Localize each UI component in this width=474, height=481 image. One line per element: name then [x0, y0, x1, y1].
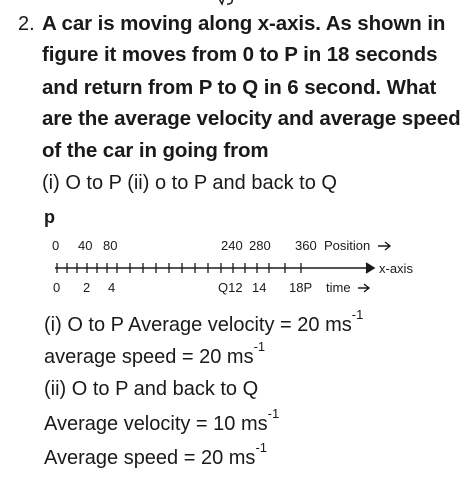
question-line-4: are the average velocity and average speed [42, 107, 461, 130]
answer-line-4: Average velocity = 10 $ms^{-1}$ [44, 406, 280, 435]
time-label: 4 [108, 280, 116, 295]
question-parts: (i) O to P (ii) o to P and back to Q [42, 172, 337, 194]
question-line-5: of the car in going from [42, 139, 269, 162]
time-label: Q12 [218, 280, 243, 295]
position-label: 0 [52, 238, 60, 253]
time-label: 0 [53, 280, 61, 295]
x-axis-arrow-icon [366, 263, 374, 273]
question-line-2: figure it moves from 0 to P in 18 seconds [42, 43, 438, 66]
position-label: 240 [221, 238, 243, 253]
time-arrow-icon [358, 284, 369, 292]
position-caption: Position [324, 238, 371, 253]
cropped-glyph-fragment [214, 0, 236, 8]
time-label: 2 [83, 280, 91, 295]
position-label: 80 [103, 238, 118, 253]
exponent: -1 [253, 339, 266, 355]
question-line-1: A car is moving along x-axis. As shown in [42, 12, 446, 35]
time-label: 14 [252, 280, 267, 295]
position-time-axis-figure [0, 228, 474, 298]
time-label: 18P [289, 280, 313, 295]
axis-caption: x-axis [379, 261, 413, 276]
time-caption: time [326, 280, 351, 295]
answer-line-1: (i) O to P Average velocity = 20 $ms^{-1}$ [44, 307, 364, 336]
position-label: 280 [249, 238, 271, 253]
position-label: 360 [295, 238, 317, 253]
answer-line-2: average speed = 20 $ms^{-1}$ [44, 339, 266, 368]
p-label: p [44, 207, 55, 227]
exponent: -1 [267, 406, 280, 422]
exponent: -1 [255, 440, 267, 456]
answer-line-5: Average speed = 20 $ms^{-1}$ [44, 440, 267, 469]
answer-line-3: (ii) O to P and back to Q [44, 378, 259, 400]
exponent: -1 [351, 307, 364, 323]
question-line-3: and return from P to Q in 6 second. What [42, 76, 437, 99]
question-number: 2. [18, 13, 35, 35]
position-arrow-icon [378, 242, 390, 250]
position-label: 40 [78, 238, 93, 253]
